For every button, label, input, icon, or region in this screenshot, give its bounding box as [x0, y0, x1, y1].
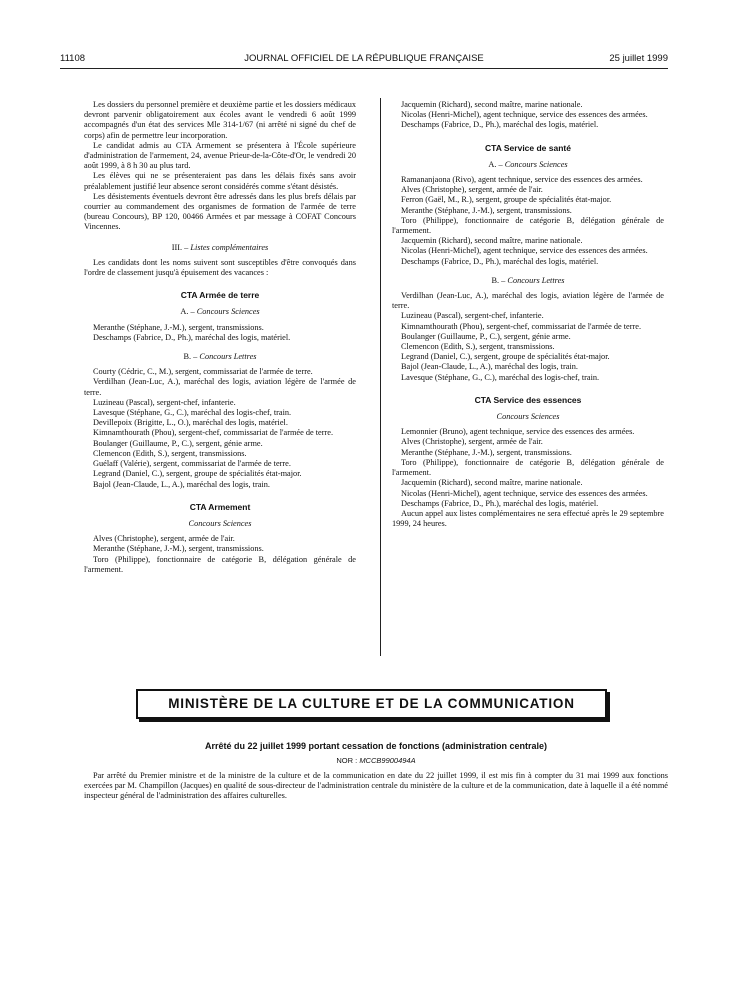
subsection-title: [392, 276, 664, 286]
page-number: 11108: [60, 53, 86, 64]
paragraph: Le candidat admis au CTA Armement se présentera à l'École supérieure d'administration de l'armement, 24, avenue Prieur-de-la-Côte-d'Or, le vendredi 20 août 1999, à 8 h 30 au plus tard.: [84, 140, 356, 171]
list-intro: Les candidats dont les noms suivent sont susceptibles d'être convoqués dans l'ordre de classement jusqu'à épuisement des vacances :: [84, 257, 356, 278]
list-item: Boulanger (Guillaume, P., C.), sergent, génie arme.: [93, 438, 263, 448]
list-heading-label: Listes complémentaires: [190, 242, 269, 252]
subsection-label: Concours Sciences: [496, 412, 560, 422]
list-item: Ramananjaona (Rivo), agent technique, service des essences des armées.: [401, 175, 643, 185]
list-item: Toro (Philippe), fonctionnaire de catégorie B, délégation générale de l'armement.: [84, 554, 356, 574]
list-item: Bajol (Jean-Claude, L., A.), maréchal des logis, train.: [93, 479, 270, 489]
nor-label: NOR :: [336, 756, 358, 765]
list-item: Deschamps (Fabrice, D., Ph.), maréchal des logis, matériel.: [401, 120, 599, 130]
subsection-title: [392, 412, 664, 422]
list-item: Legrand (Daniel, C.), sergent, groupe de spécialités état-major.: [401, 352, 610, 362]
nor-reference: [84, 756, 668, 765]
subsection-prefix: A. –: [180, 307, 195, 317]
list-item: Bajol (Jean-Claude, L., A.), maréchal des logis, train.: [401, 362, 578, 372]
list-item: Courty (Cédric, C., M.), sergent, commissariat de l'armée de terre.: [93, 367, 313, 377]
list-item: Lemonnier (Bruno), agent technique, service des essences des armées.: [401, 427, 635, 437]
list-item: Jacquemin (Richard), second maître, marine nationale.: [401, 478, 583, 488]
list-item: Verdilhan (Jean-Luc, A.), maréchal des logis, aviation légère de l'armée de terre.: [84, 377, 356, 397]
list-item: Alves (Christophe), sergent, armée de l'air.: [401, 185, 543, 195]
list-item: Kimnamthourath (Phou), sergent-chef, commissariat de l'armée de terre.: [93, 428, 334, 438]
list-item: Guélaff (Valérie), sergent, commissariat de l'armée de terre.: [93, 459, 291, 469]
subsection-prefix: A. –: [488, 159, 503, 169]
list-item: Jacquemin (Richard), second maître, marine nationale.: [401, 100, 583, 109]
list-heading: [84, 243, 356, 253]
list-item: Deschamps (Fabrice, D., Ph.), maréchal des logis, matériel.: [93, 332, 291, 342]
list-item: Deschamps (Fabrice, D., Ph.), maréchal des logis, matériel.: [401, 498, 599, 508]
list-item: Boulanger (Guillaume, P., C.), sergent, génie arme.: [401, 331, 571, 341]
arrete-body: Par arrêté du Premier ministre et de la ministre de la culture et de la communication en date du 22 juillet 1999, il est mis fin à compter du 31 mai 1999 aux fonctions exercées par M. Champillon (Jacques) en qualité de sous-directeur de l'administration centrale du ministère de la culture et de la communication, date à laquelle il a été nommé inspecteur général de l'administration des affaires culturelles.: [84, 771, 668, 801]
paragraph: Les dossiers du personnel première et deuxième partie et les dossiers médicaux devront parvenir obligatoirement aux écoles avant le vendredi 6 août 1999 accompagnés d'un état des services Mle 314-1/67 (ni arrêté ni signé du chef de corps) afin de permettre leur incorporation.: [84, 100, 356, 140]
list-item: Nicolas (Henri-Michel), agent technique, service des essences des armées.: [401, 488, 648, 498]
list-item: Jacquemin (Richard), second maître, marine nationale.: [401, 236, 583, 246]
subsection-title: [84, 307, 356, 317]
list-item: Alves (Christophe), sergent, armée de l'air.: [93, 534, 235, 544]
subsection-title: [84, 519, 356, 529]
list-item: Lavesque (Stéphane, G., C.), maréchal des logis-chef, train.: [93, 408, 292, 418]
list-item: Nicolas (Henri-Michel), agent technique, service des essences des armées.: [401, 110, 648, 120]
journal-title: JOURNAL OFFICIEL DE LA RÉPUBLIQUE FRANÇAISE: [244, 53, 484, 64]
paragraph: Les désistements éventuels devront être adressés dans les plus brefs délais par courrier au commandement des organismes de formation de l'armée de terre (bureau Concours), BP 120, 00466 Armées et par message à COFAT Concours Vincennes.: [84, 191, 356, 232]
list-item: Meranthe (Stéphane, J.-M.), sergent, transmissions.: [93, 544, 264, 554]
list-item: Verdilhan (Jean-Luc, A.), maréchal des logis, aviation légère de l'armée de terre.: [392, 291, 664, 311]
nor-code: MCCB9900494A: [359, 756, 416, 765]
list-item: Ferron (Gaël, M., R.), sergent, groupe de spécialités état-major.: [401, 195, 612, 205]
closing-note: Aucun appel aux listes complémentaires ne sera effectué après le 29 septembre 1999, 24 heures.: [392, 508, 664, 529]
subsection-title: [84, 352, 356, 362]
list-heading-prefix: III. –: [171, 242, 189, 252]
right-column: [392, 100, 664, 529]
paragraph: Les élèves qui ne se présenteraient pas dans les délais fixés sans avoir préalablement justifié leur absence seront considérés comme s'étant désistés.: [84, 171, 356, 191]
list-item: Toro (Philippe), fonctionnaire de catégorie B, délégation générale de l'armement.: [392, 457, 664, 478]
list-item: Meranthe (Stéphane, J.-M.), sergent, transmissions.: [401, 205, 572, 215]
section-title: CTA Service de santé: [485, 142, 571, 153]
subsection-prefix: B. –: [183, 352, 198, 362]
list-item: Kimnamthourath (Phou), sergent-chef, commissariat de l'armée de terre.: [401, 321, 642, 331]
issue-date: 25 juillet 1999: [609, 53, 668, 64]
list-item: Luzineau (Pascal), sergent-chef, infanterie.: [401, 311, 544, 321]
list-item: Luzineau (Pascal), sergent-chef, infanterie.: [93, 397, 236, 407]
column-divider: [380, 98, 381, 656]
arrete-title: Arrêté du 22 juillet 1999 portant cessation de fonctions (administration centrale): [204, 741, 548, 751]
section-title: CTA Service des essences: [474, 394, 582, 405]
subsection-prefix: B. –: [491, 275, 506, 285]
list-item: Alves (Christophe), sergent, armée de l'air.: [401, 437, 543, 447]
subsection-label: Concours Lettres: [199, 352, 257, 362]
ministry-title-box: MINISTÈRE DE LA CULTURE ET DE LA COMMUNICATION: [136, 689, 607, 719]
list-item: Deschamps (Fabrice, D., Ph.), maréchal des logis, matériel.: [401, 256, 599, 266]
list-item: Devillepoix (Brigitte, L., O.), maréchal des logis, matériel.: [93, 418, 288, 428]
list-item: Toro (Philippe), fonctionnaire de catégorie B, délégation générale de l'armement.: [392, 215, 664, 236]
header-rule: [60, 68, 668, 69]
list-item: Meranthe (Stéphane, J.-M.), sergent, transmissions.: [93, 322, 264, 332]
left-column: [84, 100, 356, 575]
subsection-label: Concours Sciences: [504, 159, 568, 169]
subsection-label: Concours Lettres: [507, 275, 565, 285]
list-item: Lavesque (Stéphane, G., C.), maréchal des logis-chef, train.: [401, 372, 600, 382]
page-header: [60, 53, 668, 67]
list-item: Clemencon (Edith, S.), sergent, transmissions.: [93, 448, 247, 458]
list-item: Clemencon (Edith, S.), sergent, transmissions.: [401, 342, 555, 352]
section-title: CTA Armement: [189, 501, 251, 512]
list-item: Meranthe (Stéphane, J.-M.), sergent, transmissions.: [401, 447, 572, 457]
subsection-label: Concours Sciences: [188, 518, 252, 528]
subsection-title: [392, 160, 664, 170]
list-item: Nicolas (Henri-Michel), agent technique, service des essences des armées.: [401, 246, 648, 256]
list-item: Legrand (Daniel, C.), sergent, groupe de spécialités état-major.: [93, 469, 302, 479]
section-title: CTA Armée de terre: [180, 290, 260, 301]
subsection-label: Concours Sciences: [196, 307, 260, 317]
